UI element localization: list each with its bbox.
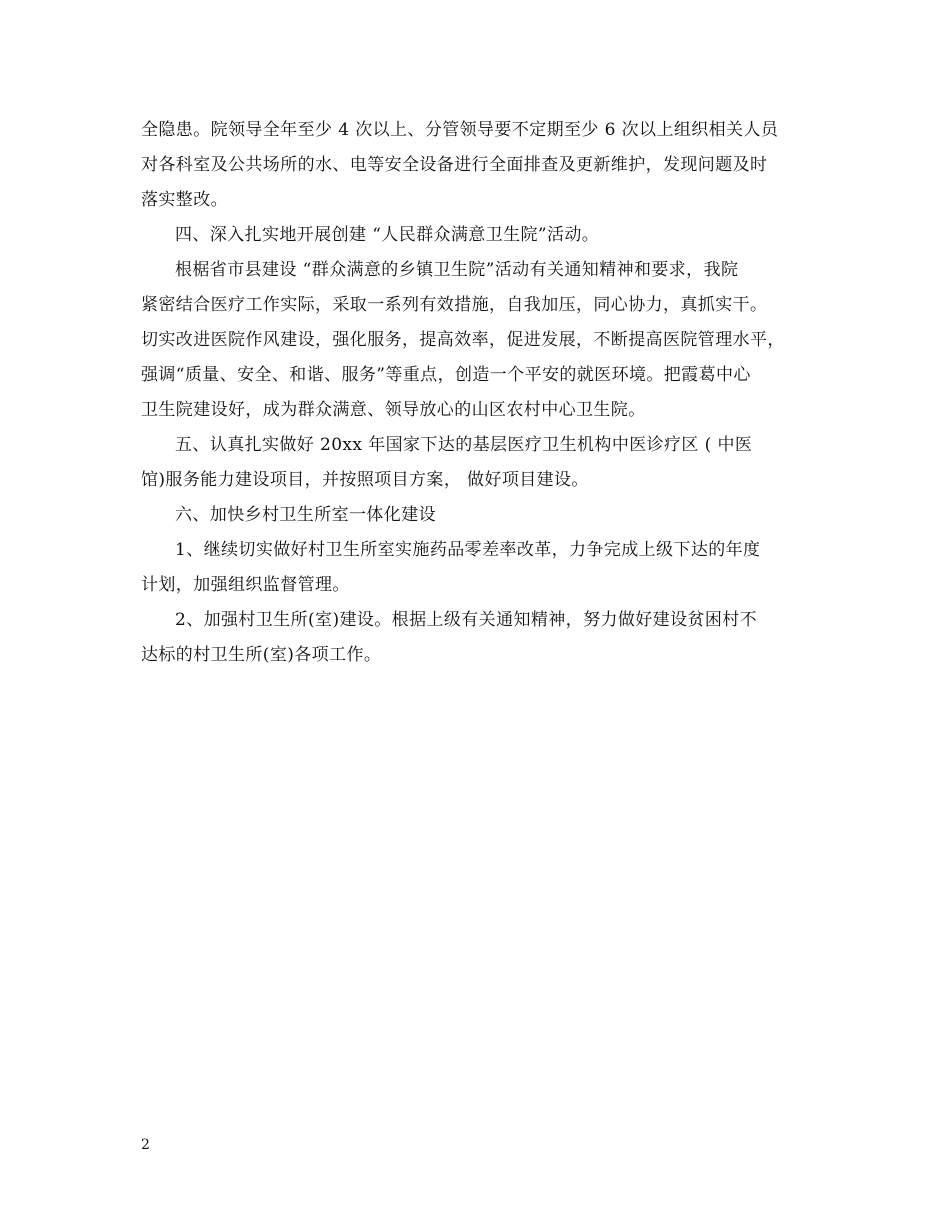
text-line: 根椐省市县建设 “群众满意的乡镇卫生院”活动有关通知精神和要求，我院 xyxy=(175,260,739,280)
text-line: 馆)服务能力建设项目，并按照项目方案， 做好项目建设。 xyxy=(141,470,589,490)
document-body xyxy=(141,113,821,673)
text-block xyxy=(141,113,821,673)
text-line: 对各科室及公共场所的水、电等安全设备进行全面排查及更新维护，发现问题及时 xyxy=(141,155,768,175)
page-number: 2 xyxy=(141,1137,150,1153)
text-line: 紧密结合医疗工作实际，采取一系列有效措施，自我加压，同心协力，真抓实干。 xyxy=(141,295,768,315)
text-line: 达标的村卫生所(室)各项工作。 xyxy=(141,645,382,665)
text-line: 落实整改。 xyxy=(141,190,228,210)
list-item-two: 2、加强村卫生所(室)建设。根据上级有关通知精神，努力做好建设贫困村不 xyxy=(175,610,758,630)
section-heading-four: 四、深入扎实地开展创建 “人民群众满意卫生院”活动。 xyxy=(175,225,600,245)
text-line: 计划，加强组织监督管理。 xyxy=(141,575,350,595)
section-heading-six: 六、加快乡村卫生所室一体化建设 xyxy=(175,505,436,525)
list-item-one: 1、继续切实做好村卫生所室实施药品零差率改革，力争完成上级下达的年度 xyxy=(175,540,761,560)
text-line: 强调“质量、安全、和谐、服务”等重点，创造一个平安的就医环境。把霞葛中心 xyxy=(141,365,751,385)
text-line: 全隐患。院领导全年至少 4 次以上、分管领导要不定期至少 6 次以上组织相关人员 xyxy=(141,120,779,140)
text-line: 卫生院建设好，成为群众满意、领导放心的山区农村中心卫生院。 xyxy=(141,400,646,420)
section-heading-five: 五、认真扎实做好 20xx 年国家下达的基层医疗卫生机构中医诊疗区 ( 中医 xyxy=(175,435,753,455)
text-line: 切实改进医院作风建设，强化服务，提高效率，促进发展，不断提高医院管理水平， xyxy=(141,330,785,350)
